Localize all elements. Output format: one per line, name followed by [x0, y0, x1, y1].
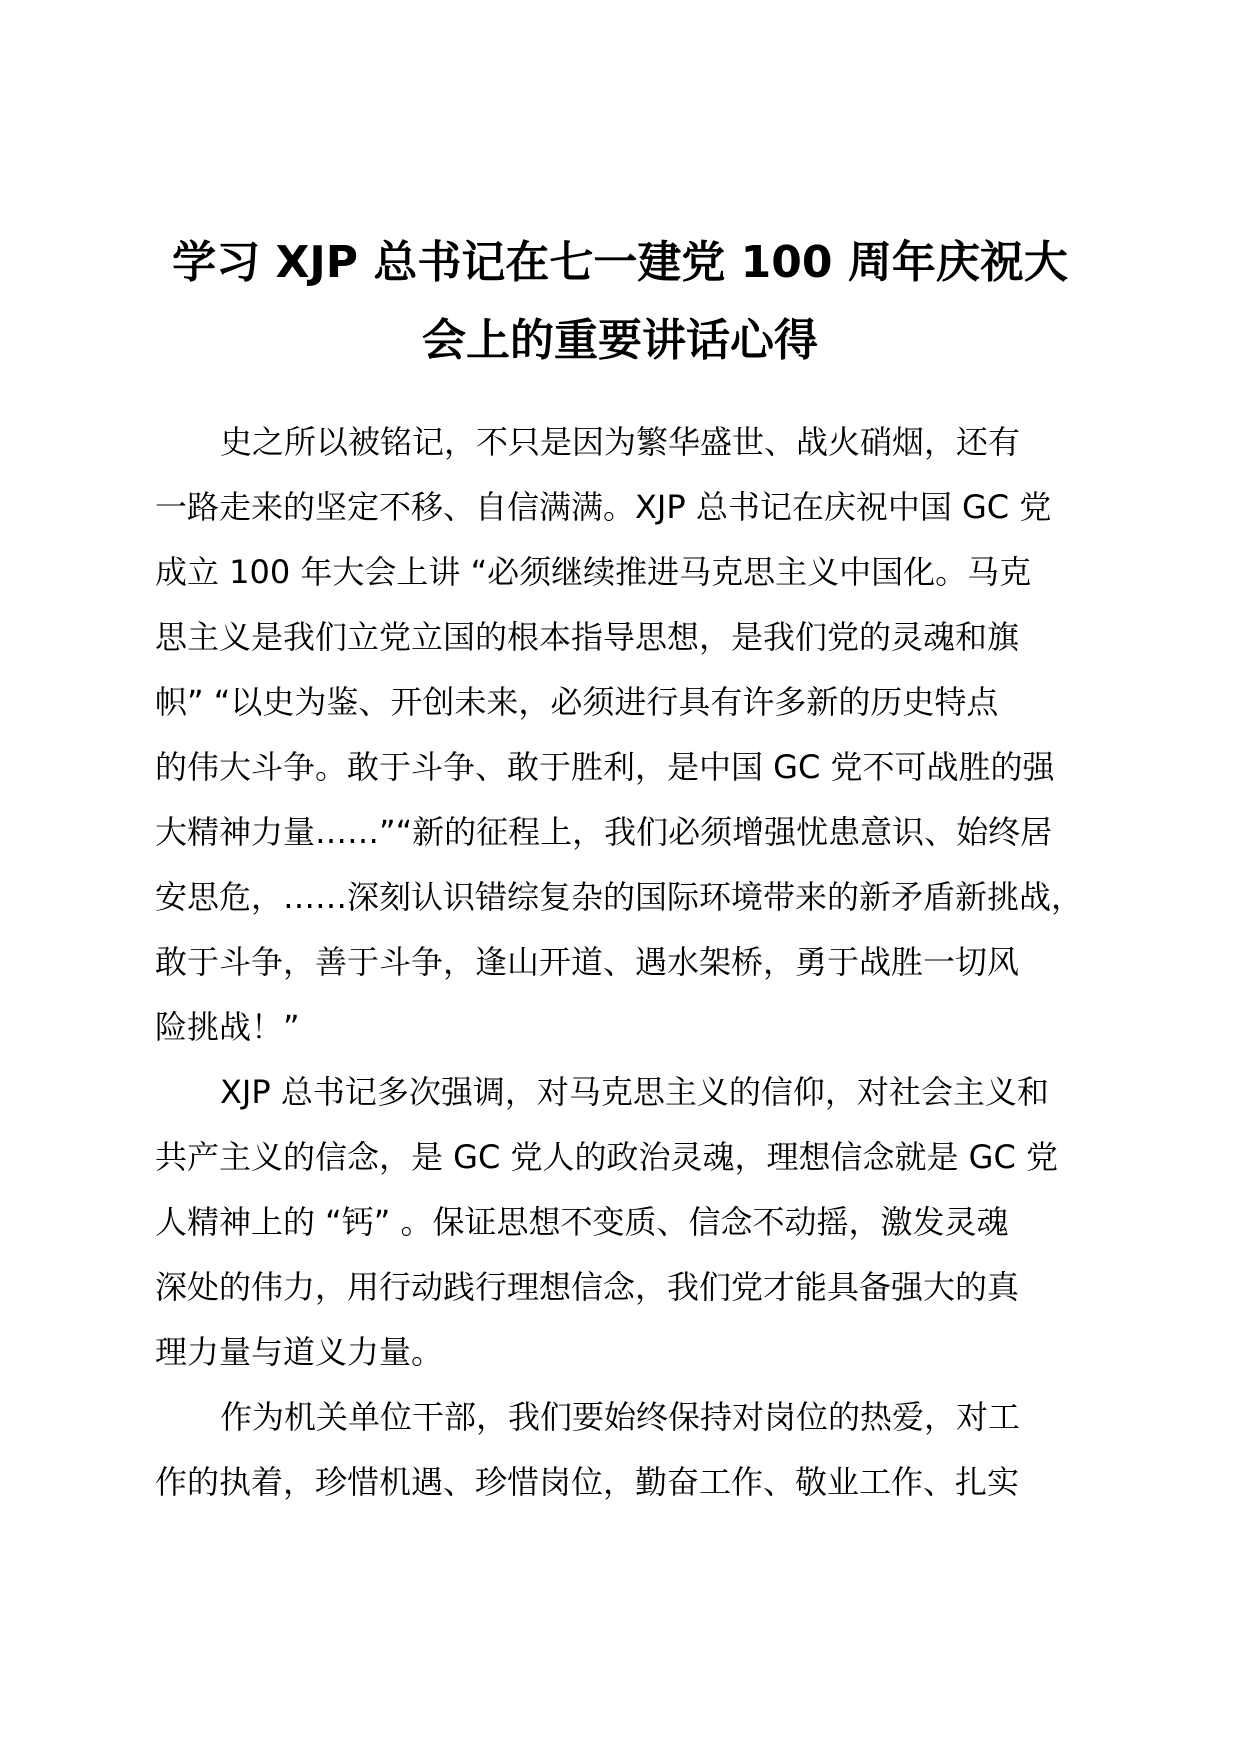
paragraph-1: [155, 410, 1095, 1060]
paragraph-3: [155, 1385, 1095, 1515]
paragraph-line: 帜” “以史为鉴、开创未来，必须进行具有许多新的历史特点: [155, 683, 999, 721]
document-body: [155, 410, 1095, 1515]
paragraph-line: 共产主义的信念，是 GC 党人的政治灵魂，理想信念就是 GC 党: [155, 1138, 1058, 1176]
paragraph-line: 安思危，……深刻认识错综复杂的国际环境带来的新矛盾新挑战，: [155, 878, 1084, 916]
paragraph-line: 作的执着，珍惜机遇、珍惜岗位，勤奋工作、敬业工作、扎实: [155, 1463, 1020, 1501]
paragraph-line: 敢于斗争，善于斗争，逢山开道、遇水架桥，勇于战胜一切风: [155, 943, 1020, 981]
paragraph-line: 人精神上的 “钙” 。保证思想不变质、信念不动摇，激发灵魂: [155, 1203, 1009, 1241]
paragraph-line: 险挑战！”: [155, 1008, 300, 1046]
paragraph-line: 史之所以被铭记，不只是因为繁华盛世、战火硝烟，还有: [220, 423, 1021, 461]
paragraph-line: 成立 100 年大会上讲 “必须继续推进马克思主义中国化。马克: [155, 553, 1032, 591]
paragraph-line: 深处的伟力，用行动践行理想信念，我们党才能具备强大的真: [155, 1268, 1020, 1306]
title-line-1: 学习 XJP 总书记在七一建党 100 周年庆祝大: [172, 237, 1068, 288]
title-line-2: 会上的重要讲话心得: [422, 315, 818, 366]
paragraph-line: XJP 总书记多次强调，对马克思主义的信仰，对社会主义和: [220, 1073, 1049, 1111]
paragraph-line: 一路走来的坚定不移、自信满满。XJP 总书记在庆祝中国 GC 党: [155, 488, 1052, 526]
paragraph-line: 理力量与道义力量。: [155, 1333, 444, 1371]
paragraph-line: 思主义是我们立党立国的根本指导思想，是我们党的灵魂和旗: [155, 618, 1020, 656]
paragraph-line: 作为机关单位干部，我们要始终保持对岗位的热爱，对工: [220, 1398, 1021, 1436]
paragraph-line: 的伟大斗争。敢于斗争、敢于胜利，是中国 GC 党不可战胜的强: [155, 748, 1055, 786]
paragraph-line: 大精神力量……”“新的征程上，我们必须增强忧患意识、始终居: [155, 813, 1053, 851]
document-title: [150, 224, 1090, 380]
paragraph-2: [155, 1060, 1095, 1385]
